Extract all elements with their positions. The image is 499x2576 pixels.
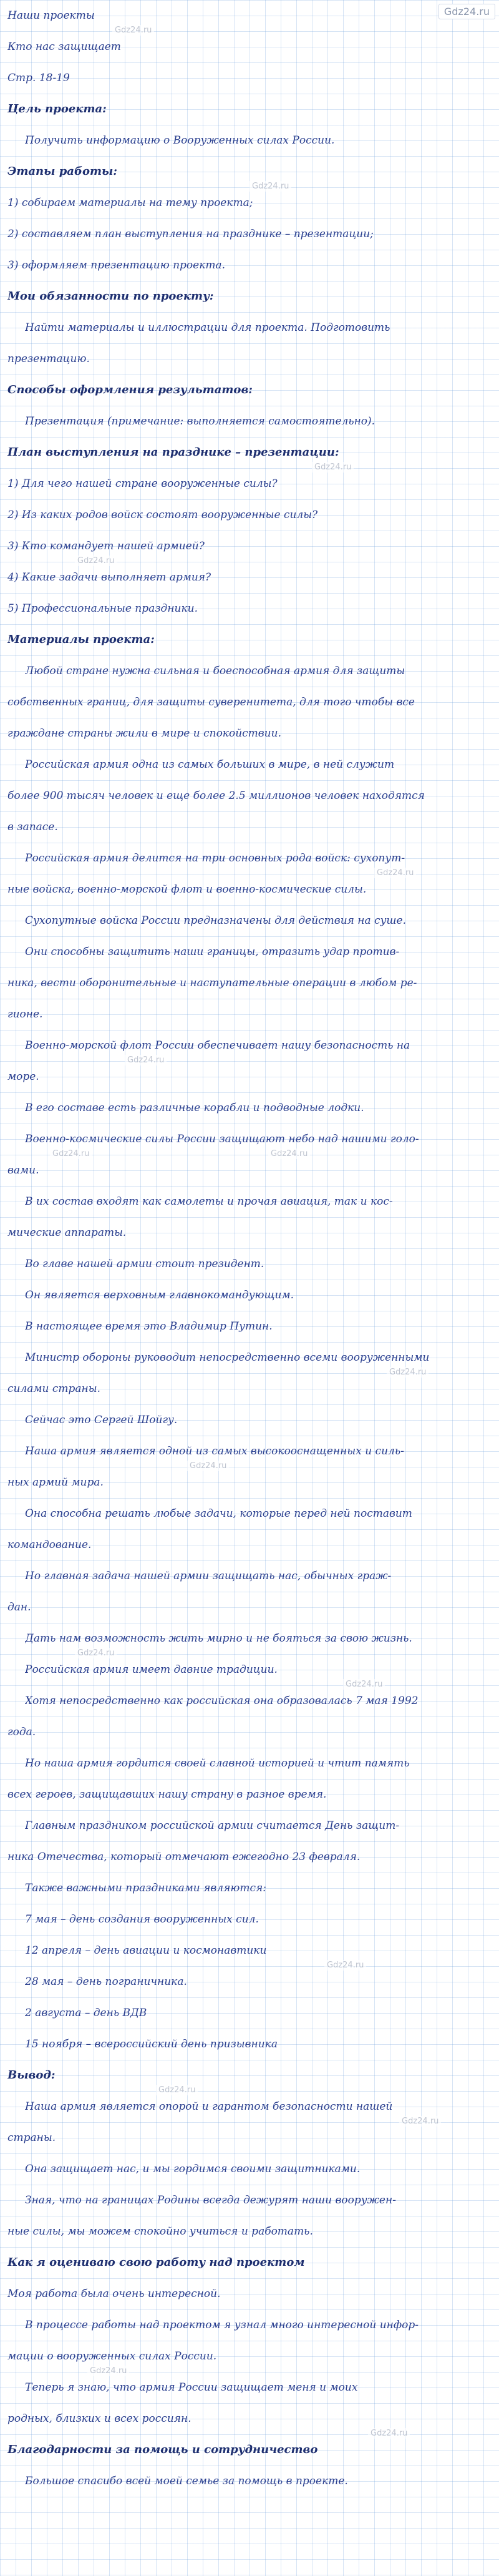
holiday-item: 7 мая – день создания вооруженных сил. xyxy=(25,1913,259,1926)
plan-item: 5) Профессиональные праздники. xyxy=(7,602,198,615)
materials-text: командование. xyxy=(7,1539,92,1551)
heading-self-assessment: Как я оцениваю свою работу над проектом xyxy=(7,2256,305,2269)
watermark: Gdz24.ru xyxy=(156,2085,198,2095)
watermark: Gdz24.ru xyxy=(50,1148,92,1159)
materials-text: ные войска, военно-морской флот и военно-космические силы. xyxy=(7,883,367,896)
materials-text: Дать нам возможность жить мирно и не бояться за свою жизнь. xyxy=(25,1632,412,1645)
assessment-text: В процессе работы над проектом я узнал много интересной инфор- xyxy=(25,2319,419,2331)
materials-text: более 900 тысяч человек и еще более 2.5 миллионов человек находятся xyxy=(7,790,425,802)
materials-text: Но главная задача нашей армии защищать нас, обычных граж- xyxy=(25,1570,392,1582)
materials-text: Он является верховным главнокомандующим. xyxy=(25,1289,294,1301)
materials-text: ника Отечества, который отмечают ежегодно 23 февраля. xyxy=(7,1851,361,1863)
project-title: Кто нас защищает xyxy=(7,41,121,53)
holiday-item: 12 апреля – день авиации и космонавтики xyxy=(25,1944,267,1957)
duties-text: презентацию. xyxy=(7,353,90,365)
materials-text: вами. xyxy=(7,1164,39,1177)
materials-text: Российская армия делится на три основных рода войск: сухопут- xyxy=(25,852,405,864)
materials-text: Но наша армия гордится своей славной историей и чтит память xyxy=(25,1757,410,1770)
materials-text: Сейчас это Сергей Шойгу. xyxy=(25,1414,178,1426)
heading-plan: План выступления на празднике – презентации: xyxy=(7,446,339,459)
watermark: Gdz24.ru xyxy=(387,1367,429,1378)
watermark: Gdz24.ru xyxy=(187,1461,229,1471)
heading-duties: Мои обязанности по проекту: xyxy=(7,290,214,303)
materials-text: Российская армия имеет давние традиции. xyxy=(25,1663,278,1676)
materials-text: собственных границ, для защиты суверенитета, для того чтобы все xyxy=(7,696,415,708)
heading-results: Способы оформления результатов: xyxy=(7,383,253,396)
materials-text: море. xyxy=(7,1070,39,1083)
watermark: Gdz24.ru xyxy=(399,2116,441,2127)
stage-item: 3) оформляем презентацию проекта. xyxy=(7,259,226,272)
goal-text: Получить информацию о Вооруженных силах России. xyxy=(25,134,335,147)
assessment-text: Моя работа была очень интересной. xyxy=(7,2288,221,2300)
stage-item: 1) собираем материалы на тему проекта; xyxy=(7,197,253,209)
materials-text: мические аппараты. xyxy=(7,1227,127,1239)
materials-text: граждане страны жили в мире и спокойствии. xyxy=(7,727,281,740)
materials-text: силами страны. xyxy=(7,1383,100,1395)
materials-text: года. xyxy=(7,1726,36,1738)
materials-text: Любой стране нужна сильная и боеспособная армия для защиты xyxy=(25,665,405,677)
watermark: Gdz24.ru xyxy=(250,181,291,192)
watermark: Gdz24.ru xyxy=(343,1679,385,1690)
materials-text: В их состав входят как самолеты и прочая авиация, так и кос- xyxy=(25,1195,393,1208)
watermark: Gdz24.ru xyxy=(324,1960,366,1971)
watermark: Gdz24.ru xyxy=(368,2428,410,2439)
heading-materials: Материалы проекта: xyxy=(7,633,155,646)
watermark: Gdz24.ru xyxy=(374,868,416,878)
watermark: Gdz24.ru xyxy=(125,1055,167,1065)
watermark: Gdz24.ru xyxy=(112,25,154,36)
heading-stages: Этапы работы: xyxy=(7,165,117,178)
materials-text: Российская армия одна из самых больших в мире, в ней служит xyxy=(25,758,395,771)
watermark: Gdz24.ru xyxy=(87,2366,129,2376)
materials-text: В настоящее время это Владимир Путин. xyxy=(25,1320,273,1333)
conclusion-text: Наша армия является опорой и гарантом безопасности нашей xyxy=(25,2100,393,2113)
materials-text: гионе. xyxy=(7,1008,43,1021)
holiday-item: 15 ноября – всероссийский день призывника xyxy=(25,2038,278,2050)
heading-conclusion: Вывод: xyxy=(7,2069,56,2082)
watermark: Gdz24.ru xyxy=(75,1648,117,1658)
materials-text: Военно-космические силы России защищают небо над нашими голо- xyxy=(25,1133,419,1145)
section-title: Наши проекты xyxy=(7,9,95,22)
site-logo[interactable]: Gdz24.ru xyxy=(438,4,495,19)
materials-text: В его составе есть различные корабли и подводные лодки. xyxy=(25,1102,364,1114)
holiday-item: 2 августа – день ВДВ xyxy=(25,2007,147,2019)
materials-text: ника, вести оборонительные и наступательные операции в любом ре- xyxy=(7,977,417,989)
watermark: Gdz24.ru xyxy=(312,462,354,473)
assessment-text: родных, близких и всех россиян. xyxy=(7,2412,191,2425)
page-reference: Стр. 18-19 xyxy=(7,72,70,84)
assessment-text: Теперь я знаю, что армия России защищает меня и моих xyxy=(25,2381,358,2394)
materials-text: дан. xyxy=(7,1601,31,1614)
assessment-text: мации о вооруженных силах России. xyxy=(7,2350,217,2363)
plan-item: 2) Из каких родов войск состоят вооруженные силы? xyxy=(7,509,318,521)
materials-text: Министр обороны руководит непосредственно всеми вооруженными xyxy=(25,1351,430,1364)
plan-item: 1) Для чего нашей стране вооруженные силы? xyxy=(7,477,278,490)
materials-text: в запасе. xyxy=(7,821,58,833)
materials-text: Она способна решать любые задачи, которые перед ней поставит xyxy=(25,1507,412,1520)
plan-item: 3) Кто командует нашей армией? xyxy=(7,540,205,552)
holiday-item: 28 мая – день пограничника. xyxy=(25,1976,187,1988)
materials-text: Хотя непосредственно как российская она образовалась 7 мая 1992 xyxy=(25,1695,419,1707)
conclusion-text: ные силы, мы можем спокойно учиться и работать. xyxy=(7,2225,313,2238)
materials-text: Во главе нашей армии стоит президент. xyxy=(25,1258,264,1270)
conclusion-text: Зная, что на границах Родины всегда дежурят наши вооружен- xyxy=(25,2194,396,2206)
holidays-heading: Также важными праздниками являются: xyxy=(25,1882,266,1894)
materials-text: Они способны защитить наши границы, отразить удар против- xyxy=(25,946,400,958)
duties-text: Найти материалы и иллюстрации для проекта. Подготовить xyxy=(25,321,390,334)
materials-text: Наша армия является одной из самых высокооснащенных и силь- xyxy=(25,1445,404,1457)
heading-thanks: Благодарности за помощь и сотрудничество xyxy=(7,2443,318,2456)
stage-item: 2) составляем план выступления на празднике – презентации; xyxy=(7,228,374,240)
watermark: Gdz24.ru xyxy=(75,556,117,566)
materials-text: Военно-морской флот России обеспечивает нашу безопасность на xyxy=(25,1039,410,1052)
materials-text: ных армий мира. xyxy=(7,1476,104,1489)
materials-text: Главным праздником российской армии считается День защит- xyxy=(25,1819,400,1832)
results-text: Презентация (примечание: выполняется самостоятельно). xyxy=(25,415,375,428)
conclusion-text: страны. xyxy=(7,2132,56,2144)
heading-goal: Цель проекта: xyxy=(7,102,107,115)
plan-item: 4) Какие задачи выполняет армия? xyxy=(7,571,211,584)
thanks-text: Большое спасибо всей моей семье за помощь в проекте. xyxy=(25,2475,348,2487)
materials-text: Сухопутные войска России предназначены для действия на суше. xyxy=(25,914,406,927)
materials-text: всех героев, защищавших нашу страну в разное время. xyxy=(7,1788,327,1801)
conclusion-text: Она защищает нас, и мы гордимся своими защитниками. xyxy=(25,2163,361,2175)
watermark: Gdz24.ru xyxy=(268,1148,310,1159)
